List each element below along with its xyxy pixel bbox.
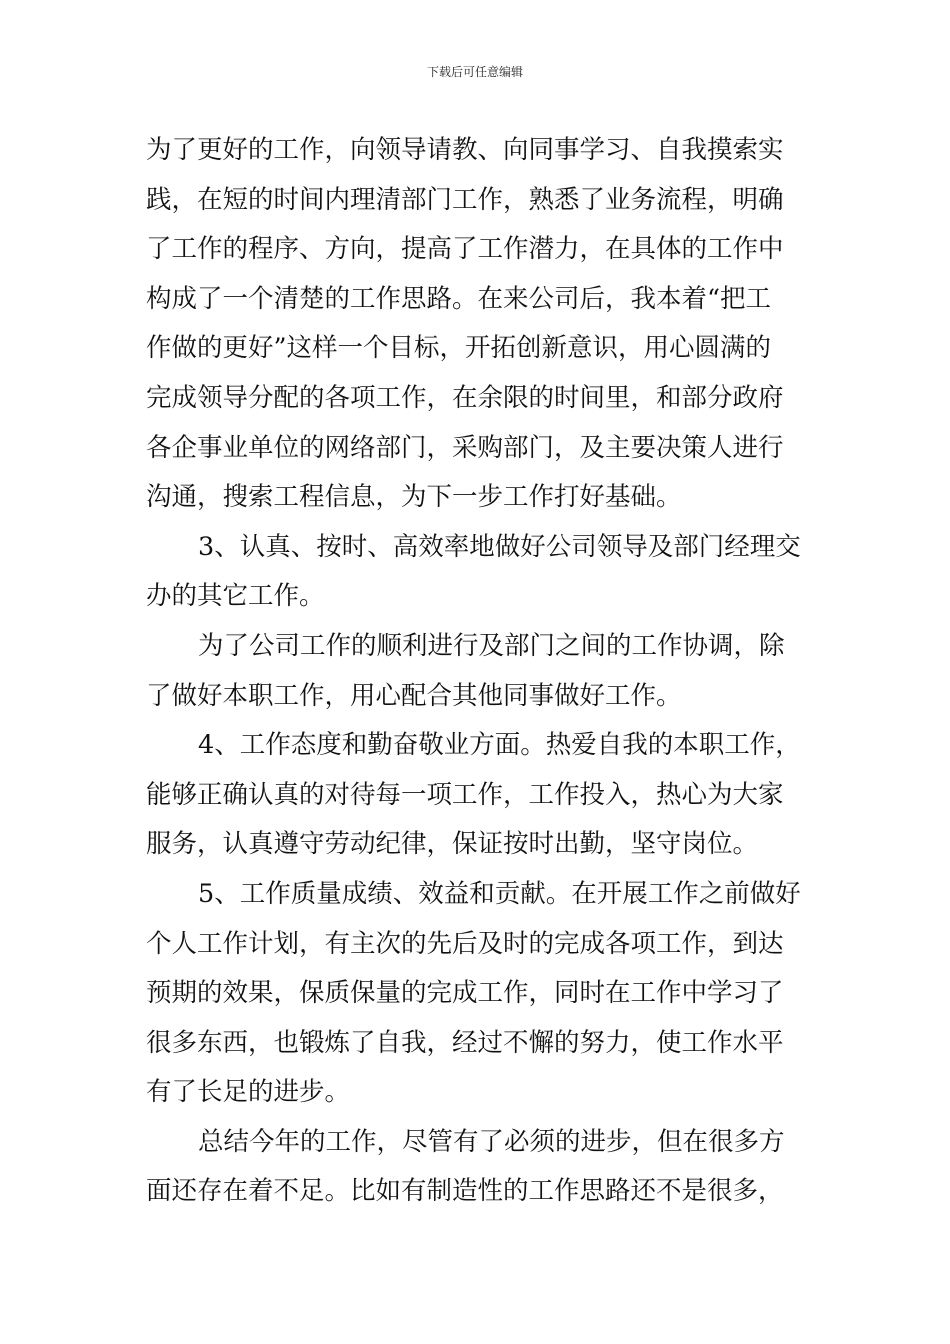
text-line: 有了长足的进步。 (146, 1077, 351, 1108)
text-line: 办的其它工作。 (146, 581, 325, 612)
text-line: 总结今年的工作，尽管有了必须的进步，但在很多方 (198, 1126, 785, 1157)
text-line: 践，在短的时间内理清部门工作，熟悉了业务流程，明确 (146, 184, 784, 215)
text-line: 面还存在着不足。比如有制造性的工作思路还不是很多， (146, 1176, 784, 1207)
text-line: 很多东西，也锻炼了自我，经过不懈的努力，使工作水平 (146, 1027, 784, 1058)
text-line: 为了更好的工作，向领导请教、向同事学习、自我摸索实 (146, 135, 784, 165)
text-line: 为了公司工作的顺利进行及部门之间的工作协调，除 (198, 630, 785, 661)
text-line: 沟通，搜索工程信息，为下一步工作打好基础。 (146, 482, 682, 513)
text-line: 5、工作质量成绩、效益和贡献。在开展工作之前做好 (198, 878, 801, 909)
text-line: 了工作的程序、方向，提高了工作潜力，在具体的工作中 (146, 234, 784, 265)
page-header-note: 下载后可任意编辑 (426, 65, 523, 79)
text-line: 3、认真、按时、高效率地做好公司领导及部门经理交 (198, 531, 801, 562)
text-line: 能够正确认真的对待每一项工作，工作投入，热心为大家 (146, 779, 784, 810)
text-line: 各企事业单位的网络部门，采购部门，及主要决策人进行 (146, 432, 784, 463)
text-line: 完成领导分配的各项工作，在余限的时间里，和部分政府 (146, 382, 784, 413)
text-line: 服务，认真遵守劳动纪律，保证按时出勤，坚守岗位。 (146, 829, 759, 860)
text-line: 作做的更好”这样一个目标，开拓创新意识，用心圆满的 (146, 333, 772, 364)
text-line: 4、工作态度和勤奋敬业方面。热爱自我的本职工作， (198, 730, 801, 761)
text-line: 个人工作计划，有主次的先后及时的完成各项工作，到达 (146, 928, 784, 959)
document-body (146, 126, 808, 1217)
text-line: 了做好本职工作，用心配合其他同事做好工作。 (146, 680, 682, 711)
text-line: 构成了一个清楚的工作思路。在来公司后，我本着“把工 (146, 283, 772, 314)
text-line: 预期的效果，保质保量的完成工作，同时在工作中学习了 (146, 978, 784, 1009)
